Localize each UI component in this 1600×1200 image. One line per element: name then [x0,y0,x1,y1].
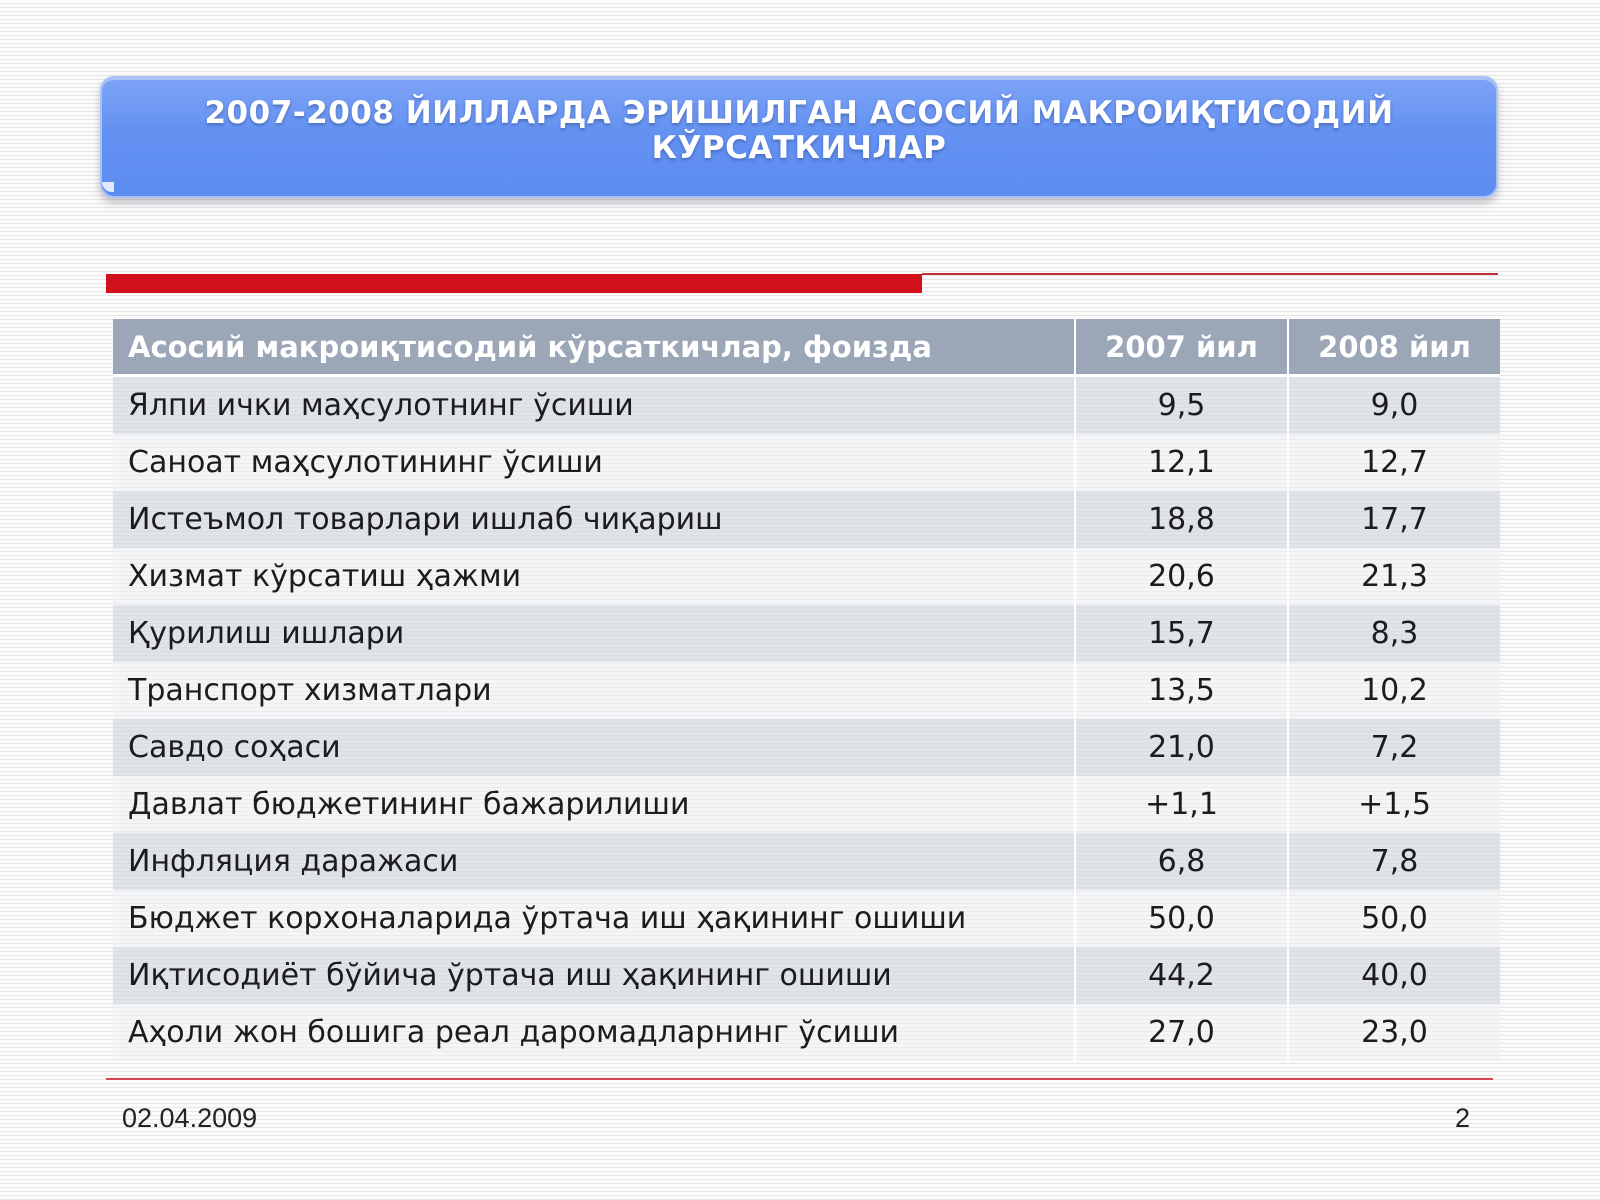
row-label: Аҳоли жон бошига реал даромадларнинг ўсиши [113,1004,1075,1061]
row-label: Хизмат кўрсатиш ҳажми [113,548,1075,605]
cell-2007: 20,6 [1075,548,1288,605]
row-label: Истеъмол товарлари ишлаб чиқариш [113,491,1075,548]
table-row [113,1004,1500,1061]
slide-page-number: 2 [1454,1103,1470,1133]
row-label: Бюджет корхоналарида ўртача иш ҳақининг ошиши [113,890,1075,947]
footer-divider [106,1078,1493,1080]
cell-2008: 17,7 [1288,491,1500,548]
header-indicator: Асосий макроиқтисодий кўрсаткичлар, фоизда [113,319,1075,376]
row-label: Инфляция даражаси [113,833,1075,890]
red-accent-line [922,273,1498,275]
row-label: Саноат маҳсулотининг ўсиши [113,434,1075,491]
cell-2007: 6,8 [1075,833,1288,890]
cell-2007: 13,5 [1075,662,1288,719]
indicators-table-container [113,319,1500,1061]
cell-2007: 50,0 [1075,890,1288,947]
cell-2008: 10,2 [1288,662,1500,719]
row-label: Ялпи ички маҳсулотнинг ўсиши [113,376,1075,435]
cell-2008: 7,8 [1288,833,1500,890]
table-row [113,548,1500,605]
table-row [113,890,1500,947]
row-label: Давлат бюджетининг бажарилиши [113,776,1075,833]
cell-2008: 7,2 [1288,719,1500,776]
cell-2007: 21,0 [1075,719,1288,776]
table-row [113,719,1500,776]
cell-2008: 40,0 [1288,947,1500,1004]
table-row [113,776,1500,833]
cell-2008: 12,7 [1288,434,1500,491]
cell-2008: 50,0 [1288,890,1500,947]
row-label: Иқтисодиёт бўйича ўртача иш ҳақининг ошиши [113,947,1075,1004]
table-row [113,833,1500,890]
cell-2007: 18,8 [1075,491,1288,548]
cell-2007: 44,2 [1075,947,1288,1004]
red-accent-bar [106,274,922,293]
cell-2007: 9,5 [1075,376,1288,435]
table-row [113,434,1500,491]
row-label: Савдо соҳаси [113,719,1075,776]
table-row [113,605,1500,662]
row-label: Транспорт хизматлари [113,662,1075,719]
table-row [113,662,1500,719]
row-label: Қурилиш ишлари [113,605,1075,662]
cell-2008: +1,5 [1288,776,1500,833]
table-row [113,947,1500,1004]
slide-date: 02.04.2009 [122,1103,258,1133]
table-row [113,491,1500,548]
cell-2007: 12,1 [1075,434,1288,491]
banner-corner-highlight [102,182,114,192]
indicators-table [113,319,1500,1061]
cell-2008: 21,3 [1288,548,1500,605]
table-row [113,376,1500,435]
cell-2008: 23,0 [1288,1004,1500,1061]
cell-2008: 9,0 [1288,376,1500,435]
slide-title: 2007-2008 ЙИЛЛАРДА ЭРИШИЛГАН АСОСИЙ МАКРОИҚТИСОДИЙ КЎРСАТКИЧЛАР [204,95,1394,166]
title-banner [100,76,1498,198]
table-header-row [113,319,1500,376]
cell-2007: +1,1 [1075,776,1288,833]
cell-2007: 15,7 [1075,605,1288,662]
cell-2008: 8,3 [1288,605,1500,662]
header-year-2008: 2008 йил [1288,319,1500,376]
cell-2007: 27,0 [1075,1004,1288,1061]
header-year-2007: 2007 йил [1075,319,1288,376]
